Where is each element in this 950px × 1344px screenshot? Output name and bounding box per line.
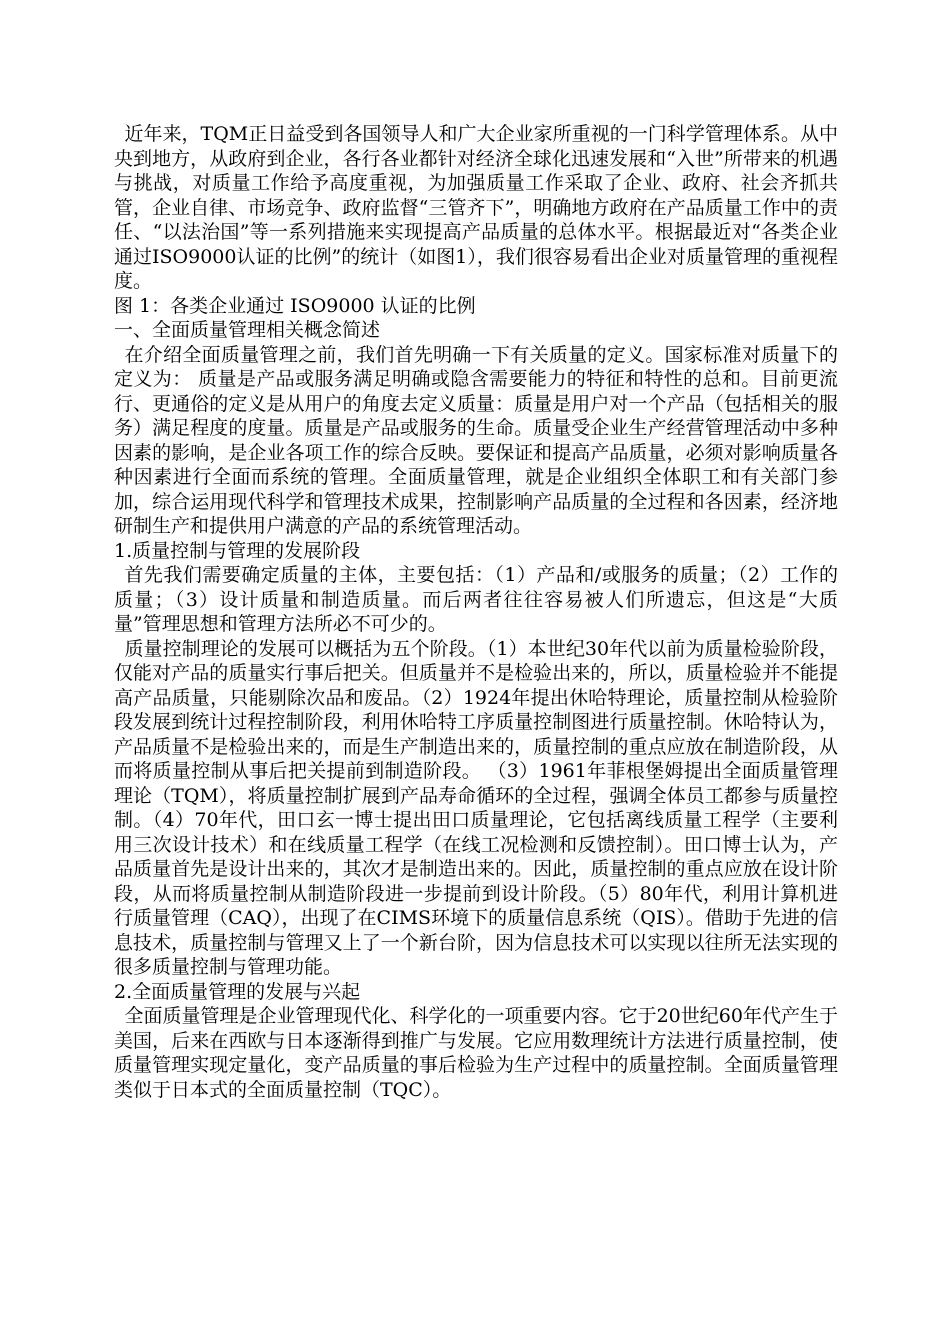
subsection-paragraph: 全面质量管理是企业管理现代化、科学化的一项重要内容。它于20世纪60年代产生于美国，后来在西欧与日本逐渐得到推广与发展。它应用数理统计方法进行质量控制，使质量管理实现定量化，变产品质量的事后检验为生产过程中的质量控制。全面质量管理类似于日本式的全面质量控制（TQC）。 bbox=[114, 1005, 838, 1101]
document-page bbox=[114, 122, 838, 1102]
subsection-heading: 2.全面质量管理的发展与兴起 bbox=[114, 980, 361, 1003]
subsection-paragraph: 首先我们需要确定质量的主体，主要包括：（1）产品和/或服务的质量；（2）工作的质量；（3）设计质量和制造质量。而后两者往往容易被人们所遗忘，但这是“大质量”管理思想和管理方法所必不可少的。 bbox=[114, 564, 838, 635]
subsection-paragraph: 质量控制理论的发展可以概括为五个阶段。（1）本世纪30年代以前为质量检验阶段，仅能对产品的质量实行事后把关。但质量并不是检验出来的，所以，质量检验并不能提高产品质量，只能剔除次品和废品。（2）1924年提出休哈特理论，质量控制从检验阶段发展到统计过程控制阶段，利用休哈特工序质量控制图进行质量控制。休哈特认为，产品质量不是检验出来的，而是生产制造出来的，质量控制的重点应放在制造阶段，从而将质量控制从事后把关提前到制造阶段。 （3）1961年菲根堡姆提出全面质量管理理论（TQM），将质量控制扩展到产品寿命循环的全过程，强调全体员工都参与质量控制。（4）70年代，田口玄一博士提出田口质量理论，它包括离线质量工程学（主要利用三次设计技术）和在线质量工程学（在线工况检测和反馈控制）。田口博士认为，产品质量首先是设计出来的，其次才是制造出来的。因此，质量控制的重点应放在设计阶段，从而将质量控制从制造阶段进一步提前到设计阶段。（5）80年代，利用计算机进行质量管理（CAQ），出现了在CIMS环境下的质量信息系统（QIS）。借助于先进的信息技术，质量控制与管理又上了一个新台阶，因为信息技术可以实现以往所无法实现的很多质量控制与管理功能。 bbox=[114, 637, 838, 978]
figure-caption: 图 1：各类企业通过 ISO9000 认证的比例 bbox=[114, 294, 476, 317]
subsection-heading: 1.质量控制与管理的发展阶段 bbox=[114, 539, 361, 562]
section-heading: 一、全面质量管理相关概念简述 bbox=[114, 319, 381, 341]
section-paragraph: 在介绍全面质量管理之前，我们首先明确一下有关质量的定义。国家标准对质量下的定义为： 质量是产品或服务满足明确或隐含需要能力的特征和特性的总和。目前更流行、更通俗的定义是从用户的角度去定义质量：质量是用户对一个产品（包括相关的服务）满足程度的度量。质量是产品或服务的生命。质量受企业生产经营管理活动中多种因素的影响，是企业各项工作的综合反映。要保证和提高产品质量，必须对影响质量各种因素进行全面而系统的管理。全面质量管理，就是企业组织全体职工和有关部门参加，综合运用现代科学和管理技术成果，控制影响产品质量的全过程和各因素，经济地研制生产和提供用户满意的产品的系统管理活动。 bbox=[114, 343, 838, 537]
intro-paragraph: 近年来，TQM正日益受到各国领导人和广大企业家所重视的一门科学管理体系。从中央到地方，从政府到企业，各行各业都针对经济全球化迅速发展和“入世”所带来的机遇与挑战，对质量工作给予高度重视，为加强质量工作采取了企业、政府、社会齐抓共管，企业自律、市场竞争、政府监督“三管齐下”，明确地方政府在产品质量工作中的责任、“以法治国”等一系列措施来实现提高产品质量的总体水平。根据最近对“各类企业通过ISO9000认证的比例”的统计（如图1），我们很容易看出企业对质量管理的重视程度。 bbox=[114, 123, 838, 292]
